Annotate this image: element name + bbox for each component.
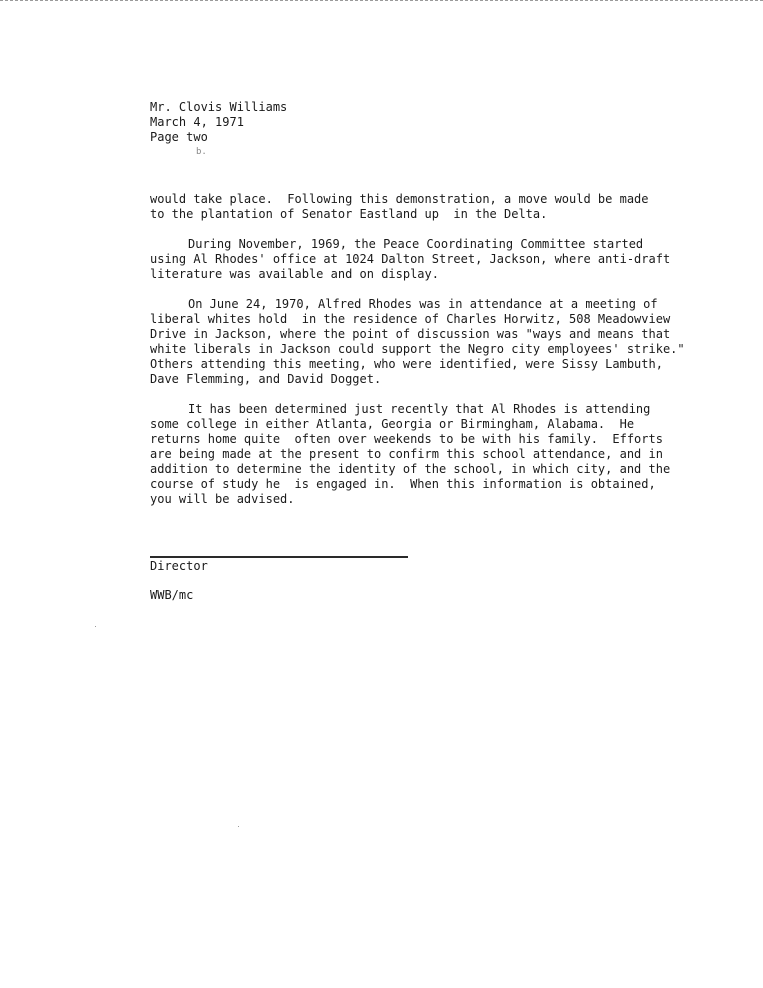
paragraph-4-line-3: returns home quite often over weekends to be with his family. Efforts <box>150 432 663 446</box>
letter-date: March 4, 1971 <box>150 115 244 129</box>
paragraph-1 <box>150 192 710 222</box>
paragraph-2-line-2: using Al Rhodes' office at 1024 Dalton Street, Jackson, where anti-draft <box>150 252 671 266</box>
paragraph-1-line-2: to the plantation of Senator Eastland up in the Delta. <box>150 207 548 221</box>
paragraph-4-line-2: some college in either Atlanta, Georgia or Birmingham, Alabama. He <box>150 417 635 431</box>
paragraph-1-line-1: would take place. Following this demonstration, a move would be made <box>150 192 649 206</box>
letter-body <box>150 192 710 522</box>
paragraph-4-line-5: addition to determine the identity of the school, in which city, and the <box>150 462 671 476</box>
paragraph-4 <box>150 402 710 507</box>
paragraph-3-line-6: Dave Flemming, and David Dogget. <box>150 372 382 386</box>
paragraph-4-line-4: are being made at the present to confirm this school attendance, and in <box>150 447 663 461</box>
paragraph-4-line-7: you will be advised. <box>150 492 295 506</box>
signature-title: Director <box>150 559 208 573</box>
paragraph-3-line-1: On June 24, 1970, Alfred Rhodes was in attendance at a meeting of <box>188 297 658 311</box>
paragraph-3-line-4: white liberals in Jackson could support the Negro city employees' strike." <box>150 342 685 356</box>
paragraph-2-line-1: During November, 1969, the Peace Coordinating Committee started <box>188 237 644 251</box>
paragraph-3-line-2: liberal whites hold in the residence of Charles Horwitz, 508 Meadowview <box>150 312 671 326</box>
paragraph-2 <box>150 237 710 282</box>
scan-speck <box>238 826 239 827</box>
recipient-name: Mr. Clovis Williams <box>150 100 288 114</box>
margin-mark: b. <box>196 147 207 157</box>
letter-page <box>150 100 710 602</box>
signature-line <box>150 556 408 558</box>
paragraph-4-line-1: It has been determined just recently that Al Rhodes is attending <box>188 402 651 416</box>
paragraph-4-line-6: course of study he is engaged in. When this information is obtained, <box>150 477 656 491</box>
paragraph-3-line-3: Drive in Jackson, where the point of discussion was "ways and means that <box>150 327 671 341</box>
paragraph-3 <box>150 297 710 387</box>
paragraph-3-line-5: Others attending this meeting, who were identified, were Sissy Lambuth, <box>150 357 663 371</box>
page-number: Page two <box>150 130 208 144</box>
signature-block <box>150 556 408 603</box>
paragraph-2-line-3: literature was available and on display. <box>150 267 439 281</box>
page-top-border <box>0 0 763 1</box>
scan-speck <box>95 626 96 627</box>
typist-initials: WWB/mc <box>150 588 194 602</box>
